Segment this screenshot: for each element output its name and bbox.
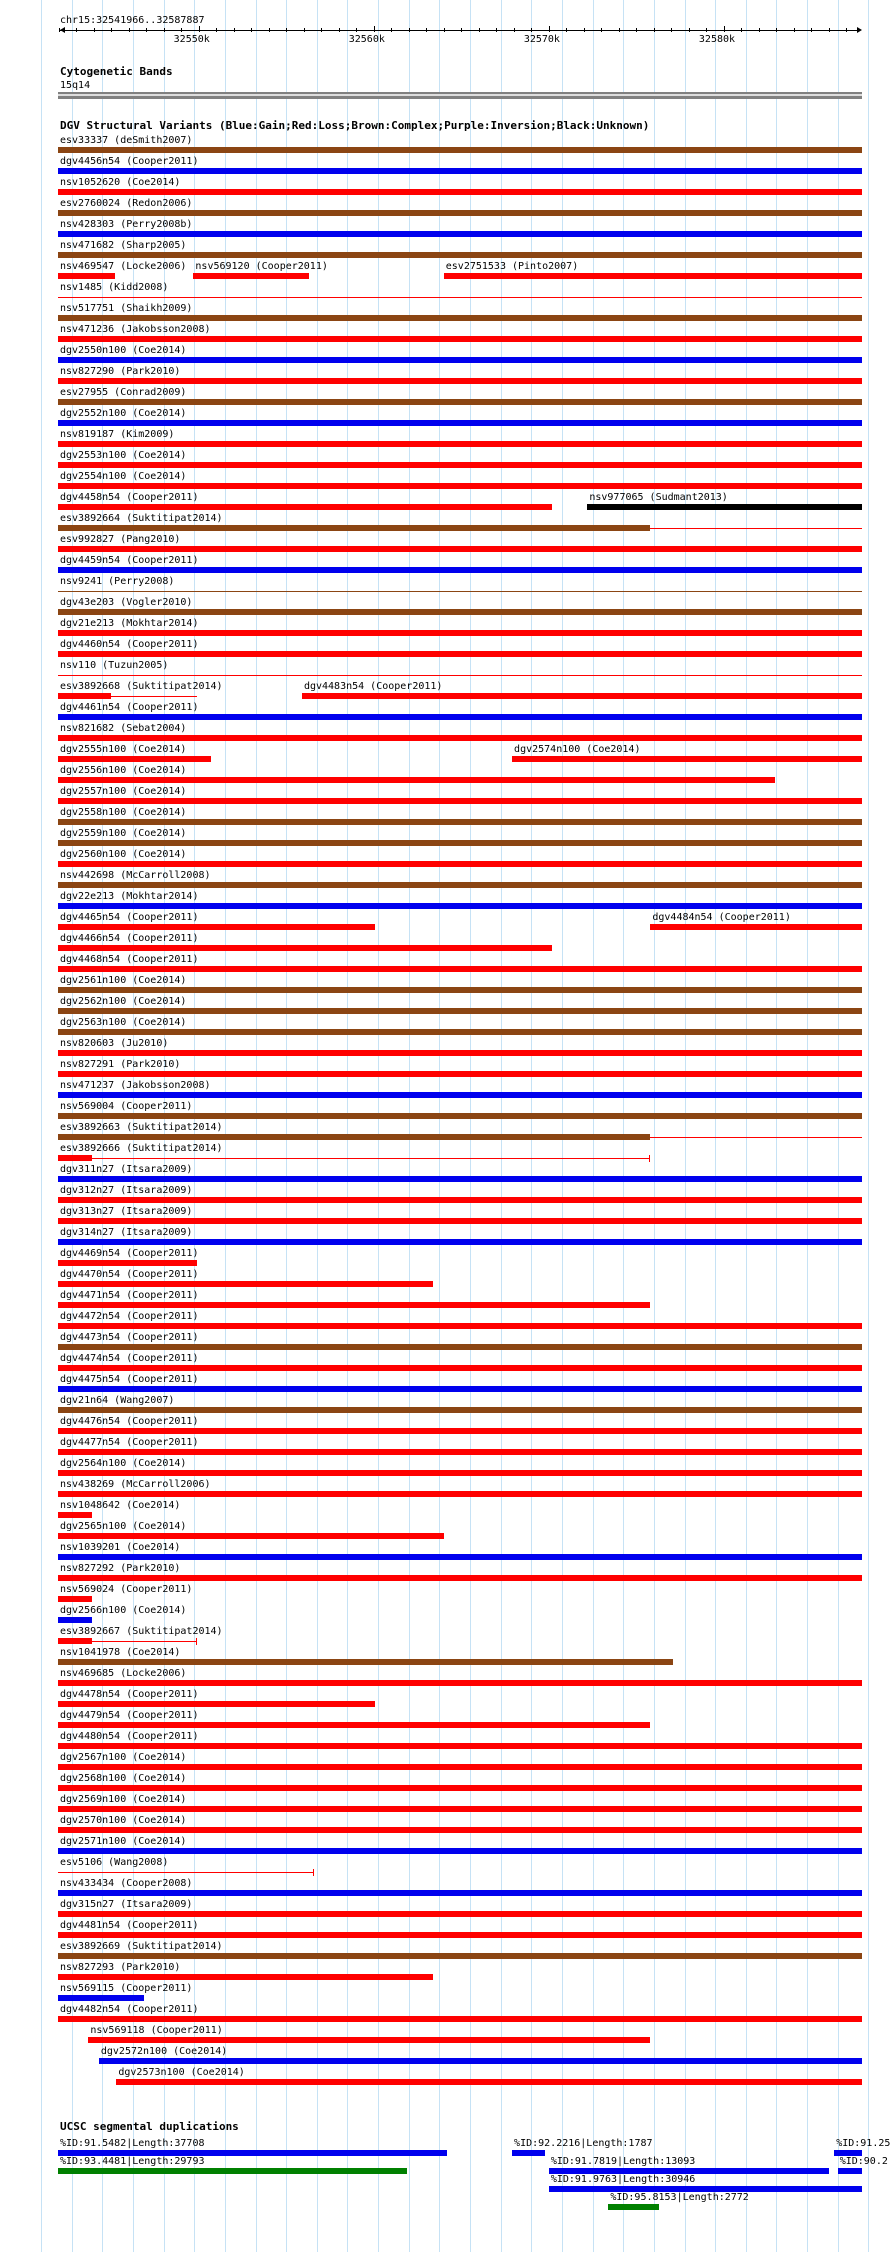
ruler-tick — [846, 28, 847, 32]
dgv-feature-label[interactable]: nsv569024 (Cooper2011) — [60, 1584, 193, 1595]
segdup-feature-label[interactable]: %ID:91.9763|Length:30946 — [550, 2174, 696, 2185]
dgv-feature-label[interactable]: nsv1485 (Kidd2008) — [60, 282, 169, 293]
ruler-tick — [741, 28, 742, 32]
ruler-tick — [566, 28, 567, 32]
segdup-feature-bar[interactable] — [512, 2150, 545, 2156]
ruler-tick — [304, 28, 305, 32]
dgv-feature-label[interactable]: dgv4469n54 (Cooper2011) — [60, 1248, 199, 1259]
dgv-feature-label[interactable]: dgv4481n54 (Cooper2011) — [60, 1920, 199, 1931]
dgv-feature-label[interactable]: nsv469685 (Locke2006) — [60, 1668, 187, 1679]
dgv-feature-bar[interactable] — [58, 1407, 862, 1413]
ruler-tick — [146, 28, 147, 32]
dgv-feature-bar[interactable] — [58, 189, 862, 195]
dgv-feature-bar[interactable] — [58, 1113, 862, 1119]
dgv-feature-bar[interactable] — [302, 693, 862, 699]
dgv-feature-label[interactable]: dgv4483n54 (Cooper2011) — [303, 681, 443, 692]
dgv-feature-label[interactable]: dgv4471n54 (Cooper2011) — [60, 1290, 199, 1301]
dgv-feature-bar[interactable] — [650, 924, 862, 930]
dgv-feature-bar[interactable] — [58, 168, 862, 174]
dgv-feature-bar[interactable] — [58, 1218, 862, 1224]
segdup-feature-label[interactable]: %ID:93.4481|Length:29793 — [60, 2156, 205, 2167]
dgv-feature-bar[interactable] — [58, 1197, 862, 1203]
ruler-tick — [426, 28, 427, 32]
dgv-feature-label[interactable]: esv3892668 (Suktitipat2014) — [60, 681, 223, 692]
dgv-feature-label[interactable]: nsv517751 (Shaikh2009) — [60, 303, 193, 314]
dgv-feature-bar[interactable] — [58, 1995, 144, 2001]
dgv-feature-bar[interactable] — [58, 1302, 650, 1308]
dgv-feature-bar[interactable] — [58, 1722, 650, 1728]
dgv-feature-bar[interactable] — [58, 399, 862, 405]
dgv-feature-label[interactable]: dgv2556n100 (Coe2014) — [60, 765, 187, 776]
dgv-feature-bar[interactable] — [58, 1827, 862, 1833]
grid-line — [41, 0, 42, 2252]
ruler-tick — [374, 26, 375, 32]
dgv-feature-bar[interactable] — [111, 696, 197, 697]
dgv-feature-label[interactable]: esv5106 (Wang2008) — [60, 1857, 169, 1868]
dgv-feature-bar[interactable] — [58, 1260, 197, 1266]
dgv-feature-bar[interactable] — [58, 1701, 375, 1707]
segdup-feature-label[interactable]: %ID:91.5482|Length:37708 — [60, 2138, 205, 2149]
dgv-feature-bar[interactable] — [58, 210, 862, 216]
dgv-feature-bar[interactable] — [58, 1743, 862, 1749]
ruler-tick — [706, 28, 707, 32]
ruler-tick — [811, 28, 812, 32]
dgv-feature-label[interactable]: dgv4478n54 (Cooper2011) — [60, 1689, 199, 1700]
dgv-feature-bar[interactable] — [58, 1008, 862, 1014]
dgv-feature-bar[interactable] — [58, 1680, 862, 1686]
dgv-feature-label[interactable]: dgv2569n100 (Coe2014) — [60, 1794, 187, 1805]
dgv-feature-bar[interactable] — [58, 630, 862, 636]
dgv-feature-bar[interactable] — [58, 147, 862, 153]
dgv-feature-bar[interactable] — [58, 1659, 673, 1665]
ruler-tick — [356, 28, 357, 32]
dgv-feature-label[interactable]: esv3892666 (Suktitipat2014) — [60, 1143, 223, 1154]
ruler-tick — [496, 28, 497, 32]
dgv-feature-bar[interactable] — [58, 651, 862, 657]
cytoband-bar-highlight — [58, 94, 862, 96]
dgv-feature-bar[interactable] — [58, 2016, 862, 2022]
dgv-feature-bar[interactable] — [88, 2037, 650, 2043]
dgv-feature-label[interactable]: nsv1039201 (Coe2014) — [60, 1542, 181, 1553]
dgv-feature-label[interactable]: esv992827 (Pang2010) — [60, 534, 181, 545]
dgv-feature-bar[interactable] — [99, 2058, 862, 2064]
segdup-feature-bar[interactable] — [838, 2168, 862, 2174]
dgv-feature-label[interactable]: dgv4456n54 (Cooper2011) — [60, 156, 199, 167]
dgv-feature-bar[interactable] — [58, 819, 862, 825]
ruler-tick — [549, 26, 550, 32]
dgv-feature-bar[interactable] — [58, 798, 862, 804]
dgv-feature-label[interactable]: nsv438269 (McCarroll2006) — [60, 1479, 211, 1490]
dgv-track-title: DGV Structural Variants (Blue:Gain;Red:Loss;Brown:Complex;Purple:Inversion;Black:Unknown) — [60, 119, 650, 132]
dgv-feature-label[interactable]: nsv1041978 (Coe2014) — [60, 1647, 181, 1658]
ruler-tick — [531, 28, 532, 32]
dgv-feature-bar[interactable] — [58, 231, 862, 237]
dgv-feature-label[interactable]: dgv2553n100 (Coe2014) — [60, 450, 187, 461]
dgv-feature-label[interactable]: esv3892667 (Suktitipat2014) — [60, 1626, 223, 1637]
dgv-feature-end-cap — [649, 1155, 650, 1162]
dgv-feature-bar[interactable] — [58, 1575, 862, 1581]
dgv-feature-label[interactable]: dgv4479n54 (Cooper2011) — [60, 1710, 199, 1721]
dgv-feature-label[interactable]: dgv2567n100 (Coe2014) — [60, 1752, 187, 1763]
dgv-feature-label[interactable]: dgv2568n100 (Coe2014) — [60, 1773, 187, 1784]
ruler-tick — [759, 28, 760, 32]
dgv-feature-label[interactable]: dgv2559n100 (Coe2014) — [60, 828, 187, 839]
dgv-feature-bar[interactable] — [58, 1512, 92, 1518]
dgv-feature-label[interactable]: dgv313n27 (Itsara2009) — [60, 1206, 193, 1217]
dgv-feature-label[interactable]: dgv4477n54 (Cooper2011) — [60, 1437, 199, 1448]
dgv-feature-bar[interactable] — [58, 420, 862, 426]
ruler-left-arrow — [60, 27, 65, 33]
dgv-feature-bar[interactable] — [58, 1974, 433, 1980]
dgv-feature-bar[interactable] — [58, 861, 862, 867]
cytoband-label: 15q14 — [60, 80, 91, 91]
dgv-feature-label[interactable]: dgv43e203 (Vogler2010) — [60, 597, 193, 608]
dgv-feature-label[interactable]: nsv433434 (Cooper2008) — [60, 1878, 193, 1889]
dgv-feature-bar[interactable] — [444, 273, 862, 279]
dgv-feature-bar[interactable] — [58, 735, 862, 741]
dgv-feature-bar[interactable] — [650, 1137, 862, 1138]
dgv-feature-bar[interactable] — [58, 1239, 862, 1245]
dgv-feature-bar[interactable] — [193, 273, 309, 279]
ruler-tick — [76, 28, 77, 32]
dgv-feature-bar[interactable] — [58, 609, 862, 615]
dgv-feature-bar[interactable] — [58, 1344, 862, 1350]
ruler-tick — [654, 28, 655, 32]
dgv-feature-label[interactable]: dgv4468n54 (Cooper2011) — [60, 954, 199, 965]
dgv-feature-bar[interactable] — [58, 504, 552, 510]
dgv-feature-label[interactable]: dgv2555n100 (Coe2014) — [60, 744, 187, 755]
dgv-feature-bar[interactable] — [58, 1806, 862, 1812]
ruler-tick — [234, 28, 235, 32]
dgv-feature-label[interactable]: dgv2562n100 (Coe2014) — [60, 996, 187, 1007]
dgv-feature-bar[interactable] — [58, 1176, 862, 1182]
cytoband-track-title: Cytogenetic Bands — [60, 65, 173, 78]
dgv-feature-label[interactable]: dgv4484n54 (Cooper2011) — [652, 912, 791, 923]
dgv-feature-bar[interactable] — [58, 966, 862, 972]
dgv-feature-bar[interactable] — [650, 528, 862, 529]
dgv-feature-label[interactable]: nsv442698 (McCarroll2008) — [60, 870, 211, 881]
dgv-feature-bar[interactable] — [58, 1470, 862, 1476]
dgv-feature-label[interactable]: dgv4461n54 (Cooper2011) — [60, 702, 199, 713]
dgv-feature-label[interactable]: dgv4460n54 (Cooper2011) — [60, 639, 199, 650]
dgv-feature-bar[interactable] — [58, 1554, 862, 1560]
dgv-feature-bar[interactable] — [58, 357, 862, 363]
ruler-tick — [636, 28, 637, 32]
dgv-feature-bar[interactable] — [58, 1533, 444, 1539]
dgv-feature-bar[interactable] — [58, 945, 552, 951]
dgv-feature-bar[interactable] — [58, 1872, 314, 1873]
dgv-feature-label[interactable]: nsv827290 (Park2010) — [60, 366, 181, 377]
dgv-feature-label[interactable]: dgv22e213 (Mokhtar2014) — [60, 891, 199, 902]
ruler-right-arrow — [857, 27, 862, 33]
ruler-tick — [794, 28, 795, 32]
dgv-feature-bar[interactable] — [58, 1638, 92, 1644]
dgv-feature-label[interactable]: dgv21n64 (Wang2007) — [60, 1395, 175, 1406]
dgv-feature-label[interactable]: dgv2563n100 (Coe2014) — [60, 1017, 187, 1028]
dgv-feature-label[interactable]: nsv469547 (Locke2006) — [60, 261, 187, 272]
dgv-feature-label[interactable]: esv3892669 (Suktitipat2014) — [60, 1941, 223, 1952]
dgv-feature-bar[interactable] — [58, 1911, 862, 1917]
segdup-feature-label[interactable]: %ID:90.2 — [839, 2156, 888, 2167]
dgv-feature-bar[interactable] — [58, 840, 862, 846]
dgv-feature-bar[interactable] — [92, 1158, 651, 1159]
dgv-feature-label[interactable]: nsv110 (Tuzun2005) — [60, 660, 169, 671]
ruler-tick — [444, 28, 445, 32]
dgv-feature-label[interactable]: esv2751533 (Pinto2007) — [445, 261, 579, 272]
ruler-tick — [461, 28, 462, 32]
dgv-feature-label[interactable]: dgv2552n100 (Coe2014) — [60, 408, 187, 419]
dgv-feature-label[interactable]: esv2760024 (Redon2006) — [60, 198, 193, 209]
dgv-feature-bar[interactable] — [58, 378, 862, 384]
ruler-tick — [479, 28, 480, 32]
dgv-feature-label[interactable]: dgv315n27 (Itsara2009) — [60, 1899, 193, 1910]
dgv-feature-bar[interactable] — [58, 1071, 862, 1077]
ruler-tick — [724, 26, 725, 32]
dgv-feature-bar[interactable] — [58, 1932, 862, 1938]
dgv-feature-label[interactable]: dgv2574n100 (Coe2014) — [514, 744, 641, 755]
segdup-feature-label[interactable]: %ID:92.2216|Length:1787 — [514, 2138, 653, 2149]
dgv-feature-label[interactable]: dgv2560n100 (Coe2014) — [60, 849, 187, 860]
ruler-tick — [251, 28, 252, 32]
dgv-feature-end-cap — [313, 1869, 314, 1876]
segdup-feature-bar[interactable] — [58, 2168, 407, 2174]
ruler-tick-label: 32550k — [173, 34, 210, 45]
dgv-feature-bar[interactable] — [58, 903, 862, 909]
dgv-feature-bar[interactable] — [92, 1641, 197, 1642]
dgv-feature-label[interactable]: nsv428303 (Perry2008b) — [60, 219, 193, 230]
dgv-feature-label[interactable]: dgv21e213 (Mokhtar2014) — [60, 618, 199, 629]
dgv-feature-bar[interactable] — [58, 315, 862, 321]
ruler-tick — [391, 28, 392, 32]
ruler-axis-line — [60, 30, 860, 31]
dgv-feature-label[interactable]: esv33337 (deSmith2007) — [60, 135, 193, 146]
dgv-feature-bar[interactable] — [58, 546, 862, 552]
ruler-tick — [181, 28, 182, 32]
dgv-feature-label[interactable]: dgv4482n54 (Cooper2011) — [60, 2004, 199, 2015]
dgv-feature-bar[interactable] — [58, 462, 862, 468]
dgv-feature-label[interactable]: dgv2573n100 (Coe2014) — [118, 2067, 245, 2078]
dgv-feature-bar[interactable] — [58, 591, 862, 592]
grid-line — [868, 0, 869, 2252]
dgv-feature-label[interactable]: dgv2561n100 (Coe2014) — [60, 975, 187, 986]
dgv-feature-label[interactable]: esv3892663 (Suktitipat2014) — [60, 1122, 223, 1133]
ruler-tick — [199, 26, 200, 32]
dgv-feature-label[interactable]: dgv4480n54 (Cooper2011) — [60, 1731, 199, 1742]
dgv-feature-bar[interactable] — [58, 1596, 92, 1602]
dgv-feature-label[interactable]: dgv311n27 (Itsara2009) — [60, 1164, 193, 1175]
dgv-feature-label[interactable]: nsv471236 (Jakobsson2008) — [60, 324, 211, 335]
ruler-tick — [829, 28, 830, 32]
dgv-feature-bar[interactable] — [58, 693, 111, 699]
dgv-feature-label[interactable]: dgv4476n54 (Cooper2011) — [60, 1416, 199, 1427]
ruler-tick — [689, 28, 690, 32]
dgv-feature-label[interactable]: nsv1052620 (Coe2014) — [60, 177, 181, 188]
dgv-feature-label[interactable]: dgv2572n100 (Coe2014) — [100, 2046, 228, 2057]
dgv-feature-label[interactable]: nsv820603 (Ju2010) — [60, 1038, 169, 1049]
segdup-feature-label[interactable]: %ID:95.8153|Length:2772 — [610, 2192, 749, 2203]
ruler-tick — [321, 28, 322, 32]
dgv-feature-bar[interactable] — [58, 1281, 433, 1287]
ruler-tick — [584, 28, 585, 32]
dgv-feature-label[interactable]: dgv4470n54 (Cooper2011) — [60, 1269, 199, 1280]
dgv-feature-label[interactable]: dgv4473n54 (Cooper2011) — [60, 1332, 199, 1343]
dgv-feature-label[interactable]: dgv2564n100 (Coe2014) — [60, 1458, 187, 1469]
dgv-feature-bar[interactable] — [58, 1092, 862, 1098]
ruler-tick — [619, 28, 620, 32]
ruler-tick-label: 32560k — [348, 34, 385, 45]
ruler-tick — [671, 28, 672, 32]
dgv-feature-label[interactable]: esv3892664 (Suktitipat2014) — [60, 513, 223, 524]
dgv-feature-label[interactable]: dgv4474n54 (Cooper2011) — [60, 1353, 199, 1364]
dgv-feature-bar[interactable] — [58, 273, 115, 279]
ruler-tick-label: 32570k — [523, 34, 560, 45]
dgv-feature-label[interactable]: nsv471237 (Jakobsson2008) — [60, 1080, 211, 1091]
dgv-feature-label[interactable]: dgv314n27 (Itsara2009) — [60, 1227, 193, 1238]
dgv-feature-bar[interactable] — [58, 714, 862, 720]
ruler-tick — [514, 28, 515, 32]
dgv-feature-label[interactable]: nsv827291 (Park2010) — [60, 1059, 181, 1070]
dgv-feature-bar[interactable] — [58, 1785, 862, 1791]
dgv-feature-label[interactable]: dgv2571n100 (Coe2014) — [60, 1836, 187, 1847]
dgv-feature-label[interactable]: dgv312n27 (Itsara2009) — [60, 1185, 193, 1196]
dgv-feature-bar[interactable] — [58, 987, 862, 993]
dgv-feature-bar[interactable] — [58, 567, 862, 573]
dgv-feature-label[interactable]: nsv569004 (Cooper2011) — [60, 1101, 193, 1112]
dgv-feature-label[interactable]: dgv2558n100 (Coe2014) — [60, 807, 187, 818]
dgv-feature-bar[interactable] — [58, 525, 650, 531]
ruler-tick — [601, 28, 602, 32]
dgv-feature-bar[interactable] — [58, 924, 375, 930]
dgv-feature-label[interactable]: dgv4458n54 (Cooper2011) — [60, 492, 199, 503]
dgv-feature-bar[interactable] — [58, 1953, 862, 1959]
ruler-tick — [111, 28, 112, 32]
dgv-feature-bar[interactable] — [58, 1029, 862, 1035]
dgv-feature-label[interactable]: nsv569120 (Cooper2011) — [195, 261, 328, 272]
dgv-feature-label[interactable]: nsv827293 (Park2010) — [60, 1962, 181, 1973]
dgv-feature-bar[interactable] — [58, 1449, 862, 1455]
segdup-feature-bar[interactable] — [608, 2204, 659, 2210]
dgv-feature-bar[interactable] — [587, 504, 862, 510]
ruler-position-label: chr15:32541966..32587887 — [60, 15, 205, 26]
dgv-feature-label[interactable]: dgv2554n100 (Coe2014) — [60, 471, 187, 482]
dgv-feature-bar[interactable] — [58, 1050, 862, 1056]
dgv-feature-label[interactable]: dgv4459n54 (Cooper2011) — [60, 555, 199, 566]
dgv-feature-bar[interactable] — [58, 1134, 650, 1140]
ruler-tick — [409, 28, 410, 32]
dgv-feature-bar[interactable] — [58, 777, 775, 783]
dgv-feature-bar[interactable] — [58, 336, 862, 342]
dgv-feature-label[interactable]: nsv1048642 (Coe2014) — [60, 1500, 181, 1511]
ruler-tick — [269, 28, 270, 32]
dgv-feature-label[interactable]: dgv2550n100 (Coe2014) — [60, 345, 187, 356]
dgv-feature-label[interactable]: nsv977065 (Sudmant2013) — [589, 492, 728, 503]
dgv-feature-bar[interactable] — [58, 1365, 862, 1371]
dgv-feature-label[interactable]: dgv2557n100 (Coe2014) — [60, 786, 187, 797]
dgv-feature-label[interactable]: esv27955 (Conrad2009) — [60, 387, 187, 398]
dgv-feature-label[interactable]: dgv4475n54 (Cooper2011) — [60, 1374, 199, 1385]
segdup-feature-label[interactable]: %ID:91.7819|Length:13093 — [550, 2156, 696, 2167]
dgv-feature-bar[interactable] — [58, 1764, 862, 1770]
segdup-feature-label[interactable]: %ID:91.25 — [836, 2138, 890, 2149]
ruler-tick — [776, 28, 777, 32]
ruler-tick-label: 32580k — [698, 34, 736, 45]
ruler-tick — [286, 28, 287, 32]
dgv-feature-label[interactable]: nsv821682 (Sebat2004) — [60, 723, 187, 734]
dgv-feature-bar[interactable] — [58, 297, 862, 298]
dgv-feature-label[interactable]: nsv569118 (Cooper2011) — [90, 2025, 223, 2036]
ruler-tick — [339, 28, 340, 32]
dgv-feature-bar[interactable] — [58, 441, 862, 447]
ruler-tick — [164, 28, 165, 32]
dgv-feature-bar[interactable] — [58, 1323, 862, 1329]
dgv-feature-label[interactable]: dgv4472n54 (Cooper2011) — [60, 1311, 199, 1322]
ruler-tick — [129, 28, 130, 32]
dgv-feature-label[interactable]: dgv2565n100 (Coe2014) — [60, 1521, 187, 1532]
dgv-feature-bar[interactable] — [58, 675, 862, 676]
dgv-feature-bar[interactable] — [58, 882, 862, 888]
dgv-feature-bar[interactable] — [58, 756, 211, 762]
ruler-tick — [94, 28, 95, 32]
dgv-feature-end-cap — [196, 1638, 197, 1645]
dgv-feature-bar[interactable] — [58, 1386, 862, 1392]
dgv-feature-bar[interactable] — [58, 252, 862, 258]
dgv-feature-bar[interactable] — [512, 756, 862, 762]
dgv-feature-label[interactable]: nsv827292 (Park2010) — [60, 1563, 181, 1574]
dgv-feature-bar[interactable] — [58, 1617, 92, 1623]
dgv-feature-label[interactable]: dgv4466n54 (Cooper2011) — [60, 933, 199, 944]
dgv-feature-label[interactable]: dgv2566n100 (Coe2014) — [60, 1605, 187, 1616]
dgv-feature-label[interactable]: dgv2570n100 (Coe2014) — [60, 1815, 187, 1826]
dgv-feature-label[interactable]: dgv4465n54 (Cooper2011) — [60, 912, 199, 923]
dgv-feature-bar[interactable] — [58, 1491, 862, 1497]
ruler-tick — [216, 28, 217, 32]
dgv-feature-bar[interactable] — [58, 1848, 862, 1854]
segdup-track-title: UCSC segmental duplications — [60, 2120, 239, 2133]
dgv-feature-bar[interactable] — [58, 1890, 862, 1896]
dgv-feature-bar[interactable] — [58, 1155, 92, 1161]
dgv-feature-label[interactable]: nsv569115 (Cooper2011) — [60, 1983, 193, 1994]
dgv-feature-label[interactable]: nsv471682 (Sharp2005) — [60, 240, 187, 251]
dgv-feature-bar[interactable] — [116, 2079, 862, 2085]
dgv-feature-bar[interactable] — [58, 1428, 862, 1434]
dgv-feature-label[interactable]: nsv9241 (Perry2008) — [60, 576, 175, 587]
dgv-feature-bar[interactable] — [58, 483, 862, 489]
dgv-feature-label[interactable]: nsv819187 (Kim2009) — [60, 429, 175, 440]
